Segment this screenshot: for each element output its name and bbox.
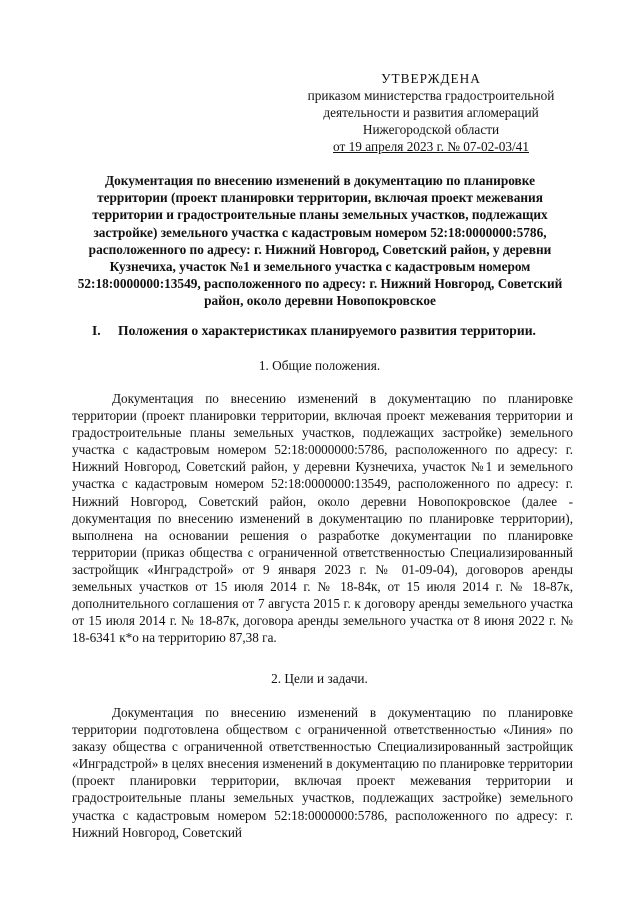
approval-line-2: деятельности и развития агломераций: [323, 105, 539, 120]
section-heading: [92, 322, 572, 339]
approval-date: от 19 апреля 2023 г. № 07-02-03/41: [333, 139, 529, 154]
approval-title: УТВЕРЖДЕНА: [381, 71, 481, 86]
document-title: Документация по внесению изменений в документацию по планировке территории (проект планировки территории, включая проект межевания территории и градостроительные планы земельных участков, подлежащих застройке) земельного участка с кадастровым номером 52:18:0000000:5786, расположенного по адресу: г. Нижний Новгород, Советский район, у деревни Кузнечиха, участок №1 и земельного участка с кадастровым номером 52:18:0000000:13549, расположенного по адресу: г. Нижний Новгород, Советский район, около деревни Новопокровское: [77, 173, 563, 309]
approval-block: [280, 70, 582, 155]
section-number: I.: [92, 323, 101, 338]
subsection-1-text: Документация по внесению изменений в документацию по планировке территории (проект планировки территории, включая проект межевания территории и градостроительные планы земельных участков, подлежащих застройке) земельного участка с кадастровым номером 52:18:0000000:5786, расположенного по адресу: г. Нижний Новгород, Советский район, у деревни Кузнечиха, участок №1 и земельного участка с кадастровым номером 52:18:0000000:13549, расположенного по адресу: г. Нижний Новгород, Советский район, около деревни Новопокровское (далее - документация по внесению изменений в документацию по планировке территории), выполнена на основании решения о разработке документации по планировке территории (приказ общества с ограниченной ответственностью Специализированный застройщик «Инградстрой» от 9 января 2023 г. № 01-09-04), договоров аренды земельных участков от 15 июля 2014 г. № 18-84к, от 15 июля 2014 г. № 18-87к, дополнительного соглашения от 7 августа 2015 г. к договору аренды земельного участка от 15 июля 2014 г. № 18-87к, договора аренды земельного участка от 8 июня 2022 г. № 18-6341 к*о на территорию 87,38 га.: [72, 391, 573, 646]
subsection-2-text: Документация по внесению изменений в документацию по планировке территории подготовлена обществом с ограниченной ответственностью «Линия» по заказу общества с ограниченной ответственностью Специализированный застройщик «Инградстрой» в целях внесения изменений в документацию по планировке территории (проект планировки территории, включая проект межевания территории и градостроительные планы земельных участков, подлежащих застройке) земельного участка с кадастровым номером 52:18:0000000:5786, расположенного по адресу: г. Нижний Новгород, Советский: [72, 705, 573, 840]
subsection-1-title: 1. Общие положения.: [258, 358, 381, 373]
section-title: Положения о характеристиках планируемого развития территории.: [118, 323, 536, 338]
subsection-2-title: 2. Цели и задачи.: [271, 671, 368, 686]
approval-line-3: Нижегородской области: [362, 122, 500, 137]
approval-line-1: приказом министерства градостроительной: [307, 88, 555, 103]
